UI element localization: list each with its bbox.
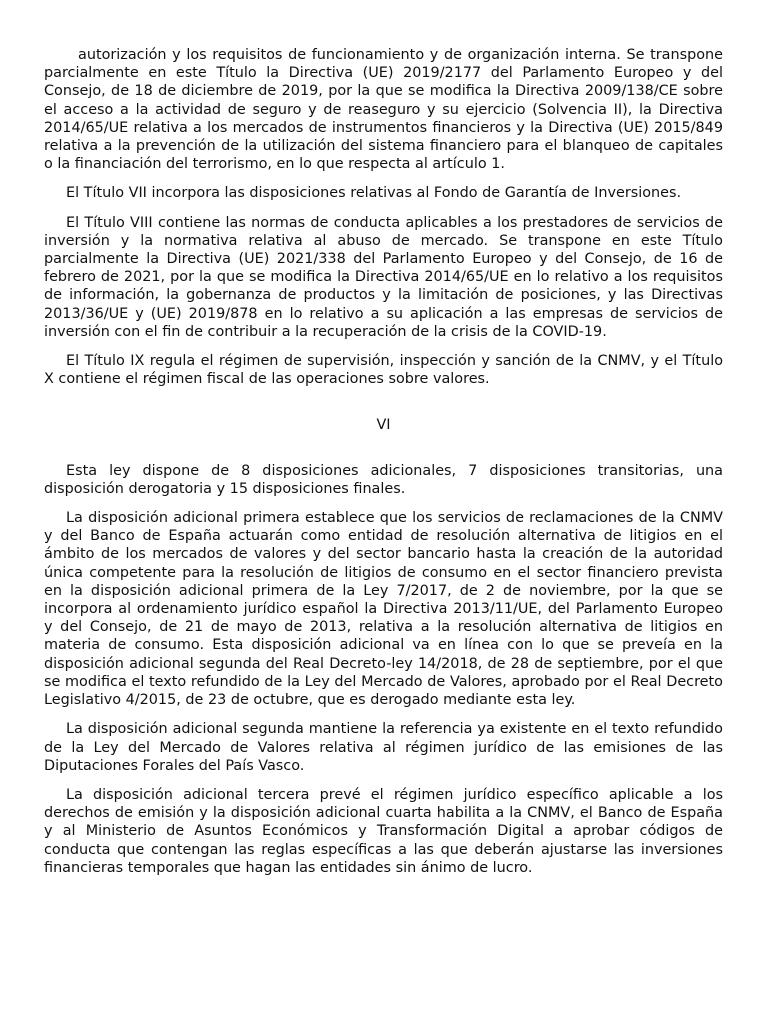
paragraph-title-vii: El Título VII incorpora las disposiciones relativas al Fondo de Garantía de Inversiones.: [66, 185, 682, 202]
paragraph-title-vi-continuation: autorización y los requisitos de funcionamiento y de organización interna. Se transpone parcialmente en este Título la Directiva (UE) 2019/2177 del Parlamento Europeo y del Consejo, de 18 de diciembre de 2019, por la que se modifica la Directiva 2009/138/CE sobre el acceso a la actividad de seguro y de reaseguro y su ejercicio (Solvencia II), la Directiva 2014/65/UE relativa a los mercados de instrumentos financieros y la Directiva (UE) 2015/849 relativa a la prevención de la utilización del sistema financiero para el blanqueo de capitales o la financiación del terrorismo, en lo que respecta al artículo 1.: [44, 47, 723, 173]
paragraph-additional-second: La disposición adicional segunda mantiene la referencia ya existente en el texto refundido de la Ley del Mercado de Valores relativa al régimen jurídico de las emisiones de las Diputaciones Forales del País Vasco.: [44, 721, 723, 774]
paragraph-additional-first: La disposición adicional primera establece que los servicios de reclamaciones de la CNMV y del Banco de España actuarán como entidad de resolución alternativa de litigios en el ámbito de los mercados de valores y del sector bancario hasta la creación de la autoridad única competente para la resolución de litigios de consumo en el sector financiero prevista en la disposición adicional primera de la Ley 7/2017, de 2 de noviembre, por la que se incorpora al ordenamiento jurídico español la Directiva 2013/11/UE, del Parlamento Europeo y del Consejo, de 21 de mayo de 2013, relativa a la resolución alternativa de litigios en materia de consumo. Esta disposición adicional va en línea con lo que se preveía en la disposición adicional segunda del Real Decreto-ley 14/2018, de 28 de septiembre, por el que se modifica el texto refundido de la Ley del Mercado de Valores, aprobado por el Real Decreto Legislativo 4/2015, de 23 de octubre, que es derogado mediante esta ley.: [44, 510, 723, 709]
paragraph-provisions-summary: Esta ley dispone de 8 disposiciones adicionales, 7 disposiciones transitorias, una disposición derogatoria y 15 disposiciones finales.: [44, 462, 723, 497]
document-page: [44, 46, 723, 888]
paragraph-additional-third-fourth: La disposición adicional tercera prevé el régimen jurídico específico aplicable a los derechos de emisión y la disposición adicional cuarta habilita a la CNMV, el Banco de España y al Ministerio de Asuntos Económicos y Transformación Digital a aprobar códigos de conducta que contengan las reglas específicas a las que deberán ajustarse las inversiones financieras temporales que hagan las entidades sin ánimo de lucro.: [44, 786, 723, 876]
paragraph-title-viii: El Título VIII contiene las normas de conducta aplicables a los prestadores de servicios de inversión y la normativa relativa al abuso de mercado. Se transpone en este Título parcialmente la Directiva (UE) 2021/338 del Parlamento Europeo y del Consejo, de 16 de febrero de 2021, por la que se modifica la Directiva 2014/65/UE en lo relativo a los requisitos de información, la gobernanza de productos y la limitación de posiciones, y las Directivas 2013/36/UE y (UE) 2019/878 en lo relativo a su aplicación a las empresas de servicios de inversión con el fin de contribuir a la recuperación de la crisis de la COVID-19.: [44, 214, 723, 340]
paragraph-title-ix-x: El Título IX regula el régimen de supervisión, inspección y sanción de la CNMV, y el Título X contiene el régimen fiscal de las operaciones sobre valores.: [44, 353, 723, 388]
section-heading: VI: [376, 417, 391, 434]
